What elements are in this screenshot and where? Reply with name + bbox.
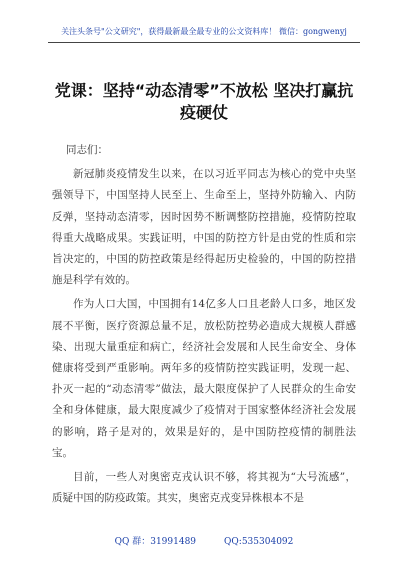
body-paragraph-2: 作为人口大国，中国拥有14亿多人口且老龄人口多，地区发展不平衡，医疗资源总量不足，放松防控势必造成大规模人群感染、出现大量重症和病亡，经济社会发展和人民生命安全、身体健康将受到严重影响。两年多的疫情防控实践证明，发现一起、扑灭一起的“动态清零”做法，最大限度保护了人民群众的生命安全和身体健康，最大限度减少了疫情对于国家整体经济社会发展的影响，路子是对的，效果是好的，是中国防控疫情的制胜法宝。: [52, 298, 356, 459]
page-title: 党课：坚持“动态清零”不放松 坚决打赢抗疫硬仗: [54, 81, 354, 122]
header-promo-text: 关注头条号"公文研究"，获得最新最全最专业的公文资料库！ 微信：gongwenyj: [61, 27, 347, 36]
body-paragraph-3: 目前，一些人对奥密克戎认识不够，将其视为“大号流感”，质疑中国的防疫政策。其实，奥密克戎变异株根本不是: [52, 471, 356, 505]
document-body: [52, 140, 356, 509]
footer-qq-group: QQ 群：31991489: [114, 537, 197, 547]
salutation: 同志们：: [66, 144, 108, 156]
footer-qq: QQ:535304092: [224, 537, 294, 547]
body-paragraph-1: 新冠肺炎疫情发生以来，在以习近平同志为核心的党中央坚强领导下，中国坚持人民至上、生命至上，坚持外防输入、内防反弹，坚持动态清零，因时因势不断调整防控措施，疫情防控取得重大战略成果。实践证明，中国的防控方针是由党的性质和宗旨决定的，中国的防控政策是经得起历史检验的，中国的防控措施是科学有效的。: [52, 168, 356, 287]
header-divider: [48, 42, 360, 43]
footer-contact: [48, 536, 360, 548]
